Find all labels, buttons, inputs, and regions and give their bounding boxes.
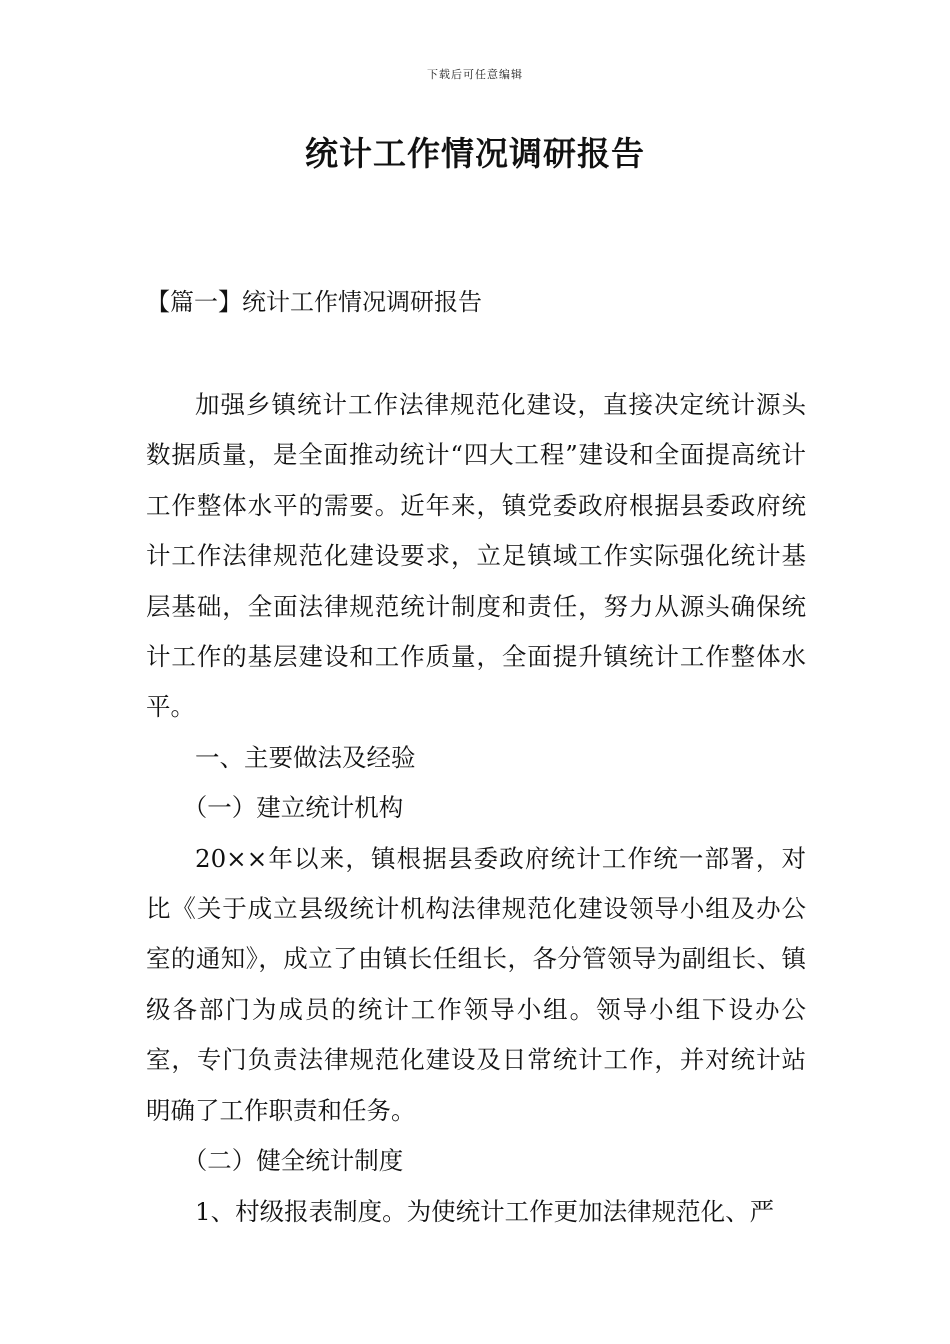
heading-improve-system: （二）健全统计制度 [182, 1146, 404, 1176]
paragraph-village-report-system: 1、村级报表制度。为使统计工作更加法律规范化、严 [195, 1196, 775, 1226]
document-title: 统计工作情况调研报告 [305, 134, 645, 173]
section-heading: 【篇一】统计工作情况调研报告 [146, 288, 482, 316]
page-header-note: 下载后可任意编辑 [427, 68, 523, 81]
document-body [146, 380, 806, 1237]
intro-paragraph: 加强乡镇统计工作法律规范化建设，直接决定统计源头数据质量，是全面推动统计“四大工程”建设和全面提高统计工作整体水平的需要。近年来，镇党委政府根据县委政府统计工作法律规范化建设要求，立足镇域工作实际强化统计基层基础，全面法律规范统计制度和责任，努力从源头确保统计工作的基层建设和工作质量，全面提升镇统计工作整体水平。 [146, 390, 806, 722]
heading-main-practices: 一、主要做法及经验 [195, 742, 416, 772]
heading-establish-agency: （一）建立统计机构 [182, 793, 404, 823]
paragraph-establish-agency: 20××年以来，镇根据县委政府统计工作统一部署，对比《关于成立县级统计机构法律规范化建设领导小组及办公室的通知》，成立了由镇长任组长，各分管领导为副组长、镇级各部门为成员的统计工作领导小组。领导小组下设办公室，专门负责法律规范化建设及日常统计工作，并对统计站明确了工作职责和任务。 [146, 843, 806, 1125]
